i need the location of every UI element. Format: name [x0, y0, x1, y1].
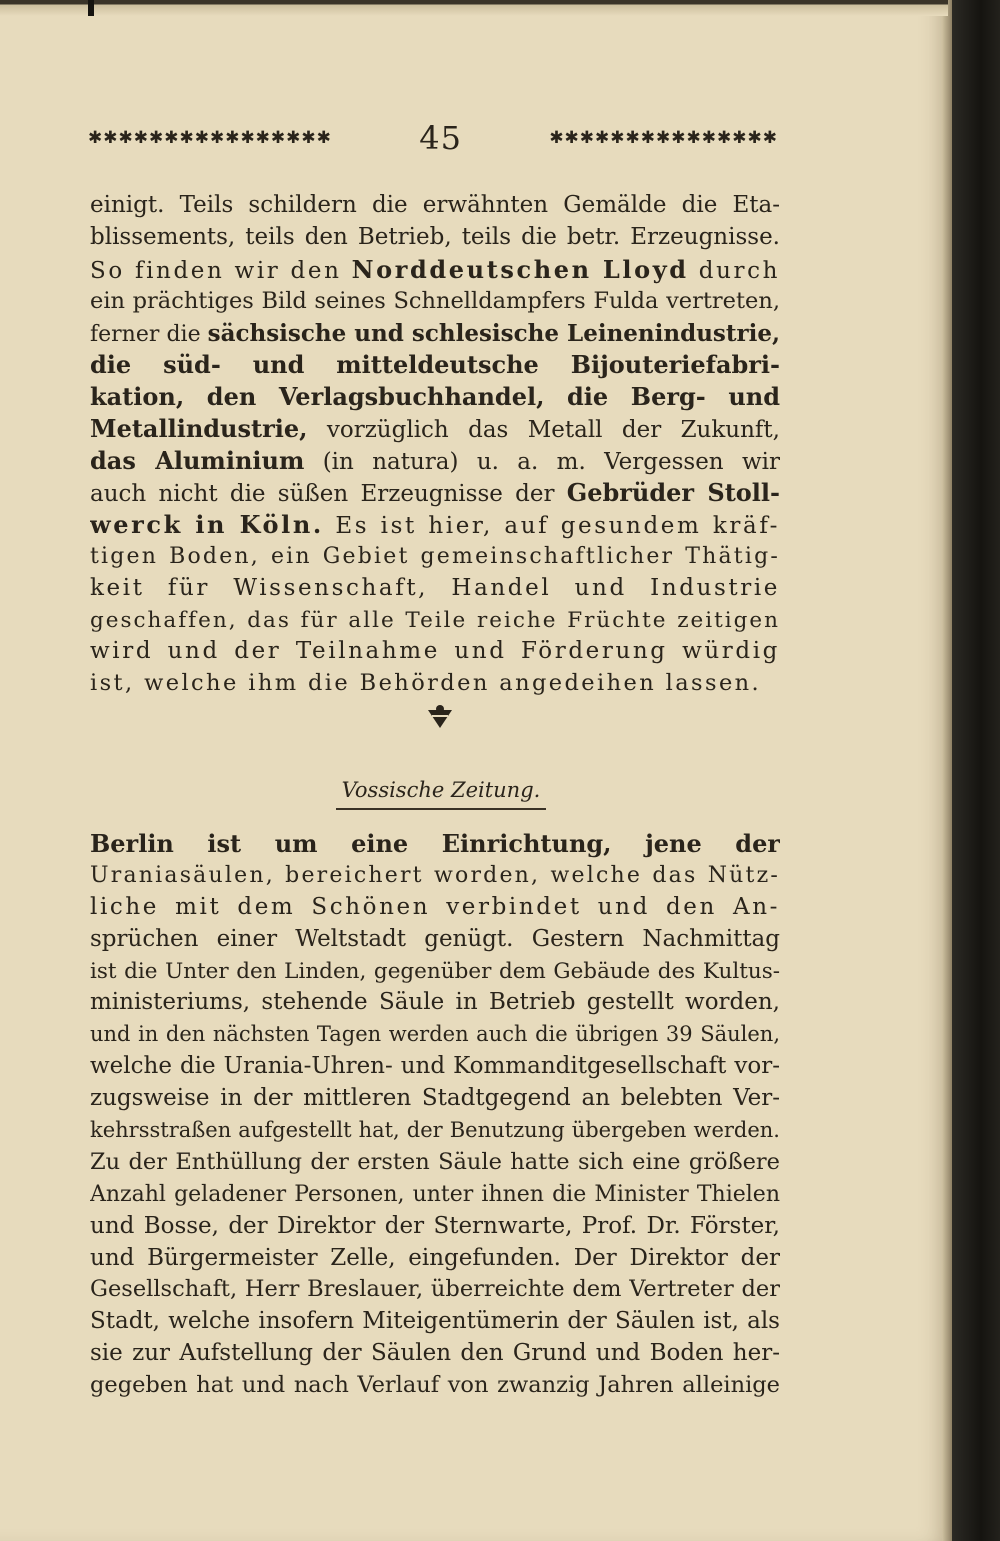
article-body-2 [90, 828, 780, 1402]
bold-name: werck in Köln. [90, 509, 324, 539]
text-line: blissements, teils den Betrieb, teils die betr. Erzeugnisse. [90, 223, 780, 250]
text-line: und Bosse, der Direktor der Sternwarte, Prof. Dr. Förster, [90, 1212, 780, 1239]
bold-name: Gebrüder Stoll- [566, 478, 780, 508]
text-line: ferner die sächsische und schlesische Leinenindustrie, [90, 319, 780, 347]
source-title: Vossische Zeitung. [336, 778, 546, 810]
top-edge [0, 0, 948, 16]
text-line [90, 828, 780, 860]
text-line [90, 381, 780, 413]
text-line: und Bürgermeister Zelle, eingefunden. Der Direktor der [90, 1244, 780, 1271]
text-line: ist die Unter den Linden, gegenüber dem Gebäude des Kultus- [90, 958, 780, 984]
header-ornament-left: ✱✱✱✱✱✱✱✱✱✱✱✱✱✱✱✱ [88, 128, 332, 148]
text-line: tigen Boden, ein Gebiet gemeinschaftlicher Thätig- [90, 543, 780, 569]
top-tab [88, 0, 94, 16]
text-line: Zu der Enthüllung der ersten Säule hatte sich eine größere [90, 1148, 780, 1175]
text-line: einigt. Teils schildern die erwähnten Gemälde die Eta- [90, 192, 780, 218]
text-line: ministeriums, stehende Säule in Betrieb gestellt worden, [90, 989, 780, 1016]
bold-name: die süd- und mitteldeutsche Bijouteriefabri- [90, 350, 780, 380]
text-line: und in den nächsten Tagen werden auch die übrigen 39 Säulen, [90, 1022, 780, 1047]
text-line: Metallindustrie, vorzüglich das Metall der Zukunft, [90, 414, 780, 444]
text-line: welche die Urania-Uhren- und Kommanditgesellschaft vor- [90, 1053, 780, 1080]
bold-name: Norddeutschen Lloyd [351, 254, 689, 284]
bold-name: das Aluminium [90, 446, 305, 476]
header-ornament-right: ✱✱✱✱✱✱✱✱✱✱✱✱✱✱✱ [549, 128, 778, 148]
text-line: Uraniasäulen, bereichert worden, welche das Nütz- [90, 862, 780, 888]
bold-name: Metallindustrie, [90, 414, 308, 444]
text-line: geschaffen, das für alle Teile reiche Früchte zeitigen [90, 607, 780, 633]
bold-name: kation, den Verlagsbuchhandel, die Berg- und [90, 382, 780, 412]
text-line [90, 349, 780, 381]
text-line: So finden wir den Norddeutschen Lloyd durch [90, 254, 780, 284]
text-line: sprüchen einer Weltstadt genügt. Gestern Nachmittag [90, 925, 780, 952]
text-line: zugsweise in der mittleren Stadtgegend an belebten Ver- [90, 1085, 780, 1112]
text-line: Stadt, welche insofern Miteigentümerin der Säulen ist, als [90, 1308, 780, 1335]
text-line: Gesellschaft, Herr Breslauer, überreichte dem Vertreter der [90, 1276, 780, 1303]
text-line: kehrsstraßen aufgestellt hat, der Benutzung übergeben werden. [90, 1118, 780, 1143]
text-line: keit für Wissenschaft, Handel und Industrie [90, 574, 780, 601]
page-number: 45 [419, 119, 462, 157]
text-line: ein prächtiges Bild seines Schnelldampfers Fulda vertreten, [90, 287, 780, 314]
page-header [88, 118, 778, 158]
text-line: sie zur Aufstellung der Säulen den Grund und Boden her- [90, 1340, 780, 1367]
section-divider-ornament [420, 702, 460, 732]
bold-lead: Berlin ist um eine Einrichtung, jene der [90, 829, 780, 858]
text-line: ist, welche ihm die Behörden angedeihen lassen. [90, 670, 762, 697]
text-line: gegeben hat und nach Verlauf von zwanzig Jahren alleinige [90, 1372, 780, 1399]
book-spine [952, 0, 1000, 1541]
text-line: das Aluminium (in natura) u. a. m. Vergessen wir [90, 446, 780, 476]
article-body-1 [90, 190, 780, 700]
text-line: Anzahl geladener Personen, unter ihnen die Minister Thielen [90, 1181, 780, 1207]
bold-name: sächsische und schlesische Leinenindustrie, [207, 319, 780, 347]
text-line: werck in Köln. Es ist hier, auf gesundem kräf- [90, 509, 780, 539]
text-line: wird und der Teilnahme und Förderung würdig [90, 638, 780, 665]
page-edge [942, 0, 952, 1541]
text-line: liche mit dem Schönen verbindet und den An- [90, 893, 780, 920]
text-line: auch nicht die süßen Erzeugnisse der Gebrüder Stoll- [90, 478, 780, 508]
